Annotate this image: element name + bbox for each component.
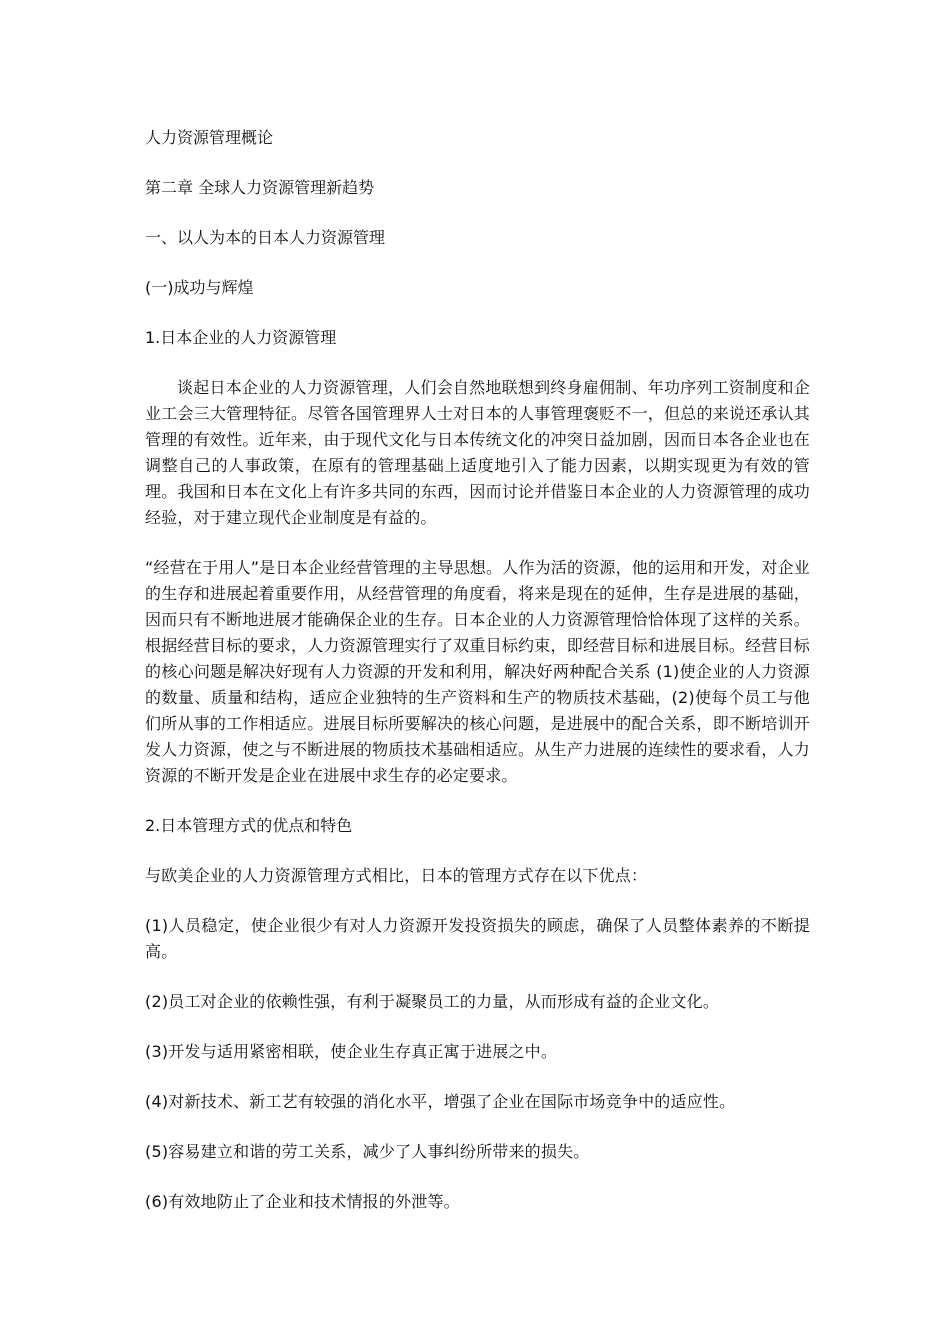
point-1: (1)人员稳定，使企业很少有对人力资源开发投资损失的顾虑，确保了人员整体素养的不断提高。	[145, 916, 810, 961]
point-2: (2)员工对企业的依赖性强，有利于凝聚员工的力量，从而形成有益的企业文化。	[145, 992, 720, 1011]
point-5: (5)容易建立和谐的劳工关系，减少了人事纠纷所带来的损失。	[145, 1142, 590, 1161]
paragraph-1: 谈起日本企业的人力资源管理，人们会自然地联想到终身雇佣制、年功序列工资制度和企业工会三大管理特征。尽管各国管理界人士对日本的人事管理褒贬不一，但总的来说还承认其管理的有效性。近年来，由于现代文化与日本传统文化的冲突日益加剧，因而日本各企业也在调整自己的人事政策，在原有的管理基础上适度地引入了能力因素，以期实现更为有效的管理。我国和日本在文化上有许多共同的东西，因而讨论并借鉴日本企业的人力资源管理的成功经验，对于建立现代企业制度是有益的。	[145, 378, 810, 527]
item1-heading: 1.日本企业的人力资源管理	[145, 328, 337, 347]
point-4: (4)对新技术、新工艺有较强的消化水平，增强了企业在国际市场竞争中的适应性。	[145, 1092, 736, 1111]
point-3: (3)开发与适用紧密相联，使企业生存真正寓于进展之中。	[145, 1042, 558, 1061]
item2-heading: 2.日本管理方式的优点和特色	[145, 816, 353, 835]
chapter-heading: 第二章 全球人力资源管理新趋势	[145, 178, 375, 197]
section-heading: 一、以人为本的日本人力资源管理	[145, 228, 386, 247]
subsection-heading: (一)成功与辉煌	[145, 278, 254, 297]
paragraph-2: “经营在于用人”是日本企业经营管理的主导思想。人作为活的资源，他的运用和开发，对企业的生存和进展起着重要作用，从经营管理的角度看，将来是现在的延伸，生存是进展的基础，因而只有不断地进展才能确保企业的生存。日本企业的人力资源管理恰恰体现了这样的关系。根据经营目标的要求，人力资源管理实行了双重目标约束，即经营目标和进展目标。经营目标的核心问题是解决好现有人力资源的开发和利用，解决好两种配合关系 (1)使企业的人力资源的数量、质量和结构，适应企业独特的生产资料和生产的物质技术基础，(2)使每个员工与他们所从事的工作相适应。进展目标所要解决的核心问题，是进展中的配合关系，即不断培训开发人力资源，使之与不断进展的物质技术基础相适应。从生产力进展的连续性的要求看，人力资源的不断开发是企业在进展中求生存的必定要求。	[145, 558, 810, 785]
document-title: 人力资源管理概论	[145, 128, 274, 147]
paragraph-3: 与欧美企业的人力资源管理方式相比，日本的管理方式存在以下优点：	[145, 866, 648, 885]
point-6: (6)有效地防止了企业和技术情报的外泄等。	[145, 1192, 460, 1211]
